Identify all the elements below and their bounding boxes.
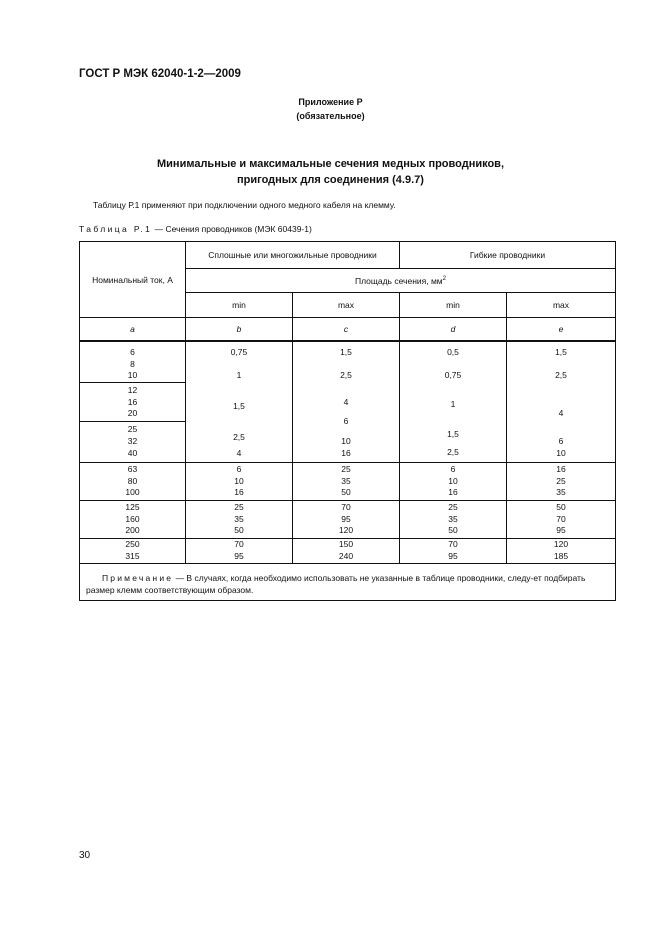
current-groups-1-3 — [80, 341, 186, 463]
solid-max-cell — [293, 539, 400, 564]
appendix-heading — [0, 95, 661, 123]
flex-min-value: 1,5 — [447, 429, 459, 439]
flex-max-value: 35 — [556, 487, 566, 498]
current-value: 80 — [127, 475, 138, 486]
flex-max-cell — [507, 501, 616, 539]
current-value: 63 — [127, 463, 138, 474]
header-flexible: Гибкие проводники — [400, 242, 616, 269]
current-value: 32 — [127, 436, 138, 446]
flex-min-value: 10 — [448, 475, 458, 486]
header-solid-max: max — [293, 293, 400, 318]
solid-min-value: 1 — [236, 370, 242, 380]
solid-min-groups-1-3 — [186, 341, 293, 463]
solid-min-value: 4 — [236, 448, 242, 458]
note-label: Примечание — [102, 573, 174, 583]
document-code: ГОСТ Р МЭК 62040-1-2—2009 — [79, 68, 241, 80]
header-area-superscript: 2 — [442, 275, 446, 282]
flex-min-value: 6 — [450, 463, 456, 474]
table-caption — [79, 224, 312, 234]
column-letter-b: b — [186, 318, 293, 342]
current-cell — [80, 539, 186, 564]
column-letter-a: a — [80, 318, 186, 342]
flex-min-value: 16 — [448, 487, 458, 498]
flex-max-value: 1,5 — [555, 347, 567, 357]
header-solid-min: min — [186, 293, 293, 318]
solid-max-value: 1,5 — [340, 347, 352, 357]
table-note — [80, 564, 616, 601]
header-flex-max: max — [507, 293, 616, 318]
solid-min-value: 6 — [236, 463, 242, 474]
solid-min-value: 25 — [234, 501, 244, 512]
solid-max-cell — [293, 463, 400, 501]
solid-min-value: 2,5 — [233, 432, 245, 442]
table-row — [80, 539, 616, 564]
solid-max-value: 35 — [341, 475, 351, 486]
solid-max-value: 10 — [341, 436, 351, 446]
solid-max-value: 4 — [343, 397, 349, 407]
solid-max-value: 16 — [341, 448, 351, 458]
flex-min-cell — [400, 501, 507, 539]
flex-min-cell — [400, 539, 507, 564]
flex-max-value: 120 — [553, 539, 569, 550]
flex-min-groups-1-3 — [400, 341, 507, 463]
solid-max-value: 95 — [341, 513, 351, 524]
flex-max-value: 6 — [558, 436, 564, 446]
current-cell — [80, 501, 186, 539]
header-area — [186, 269, 616, 293]
solid-max-value: 240 — [338, 551, 354, 561]
flex-min-cell — [400, 463, 507, 501]
current-value: 250 — [125, 539, 140, 550]
solid-max-value: 70 — [341, 501, 351, 512]
solid-max-groups-1-3 — [293, 341, 400, 463]
solid-max-cell — [293, 501, 400, 539]
appendix-title-line-1: Минимальные и максимальные сечения медных проводников, — [157, 158, 504, 170]
table-caption-text: — Сечения проводников (МЭК 60439-1) — [152, 224, 312, 234]
flex-min-value: 70 — [448, 539, 458, 550]
solid-min-value: 95 — [234, 551, 244, 561]
current-value: 200 — [125, 525, 140, 536]
solid-max-value: 2,5 — [340, 370, 352, 380]
page-number: 30 — [79, 850, 91, 861]
conductor-table — [79, 241, 616, 601]
flex-min-value: 95 — [448, 551, 458, 561]
solid-max-value: 6 — [343, 416, 349, 426]
solid-min-value: 0,75 — [230, 347, 248, 357]
header-area-label: Площадь сечения, мм — [354, 275, 443, 286]
solid-min-value: 10 — [234, 475, 244, 486]
flex-min-value: 1 — [450, 399, 456, 409]
flex-max-groups-1-3 — [507, 341, 616, 463]
flex-max-cell — [507, 539, 616, 564]
header-current: Номинальный ток, А — [80, 242, 186, 318]
table-caption-label: Таблица Р.1 — [79, 224, 153, 234]
solid-min-value: 50 — [234, 525, 244, 536]
solid-min-cell — [186, 539, 293, 564]
current-value: 125 — [125, 501, 140, 512]
current-value: 40 — [127, 448, 138, 458]
solid-min-value: 16 — [234, 487, 244, 498]
flex-max-value: 4 — [558, 408, 564, 418]
table-row — [80, 463, 616, 501]
solid-max-value: 150 — [338, 539, 354, 550]
flex-max-cell — [507, 463, 616, 501]
current-value: 8 — [130, 359, 135, 369]
solid-min-cell — [186, 463, 293, 501]
flex-min-value: 0,75 — [444, 370, 462, 380]
solid-min-cell — [186, 501, 293, 539]
solid-max-value: 50 — [341, 487, 351, 498]
current-value: 6 — [130, 347, 135, 357]
solid-min-value: 1,5 — [233, 401, 245, 411]
flex-min-value: 0,5 — [447, 347, 459, 357]
current-value: 16 — [127, 397, 138, 407]
flex-min-value: 2,5 — [447, 447, 459, 457]
note-text: — В случаях, когда необходимо использовать не указанные в таблице проводники, следу-ет подбирать размер клемм соответствующим образом. — [86, 573, 586, 595]
current-value: 20 — [127, 408, 138, 418]
flex-max-value: 25 — [556, 475, 566, 486]
current-value: 10 — [127, 370, 138, 380]
current-cell — [80, 463, 186, 501]
header-solid: Сплошные или многожильные проводники — [186, 242, 400, 269]
flex-min-value: 35 — [448, 513, 458, 524]
header-flex-min: min — [400, 293, 507, 318]
flex-max-value: 10 — [556, 448, 566, 458]
solid-max-value: 120 — [338, 525, 354, 536]
appendix-status: (обязательное) — [296, 111, 365, 121]
flex-max-value: 70 — [556, 513, 566, 524]
column-letter-c: c — [293, 318, 400, 342]
flex-max-value: 16 — [556, 463, 566, 474]
flex-max-value: 185 — [553, 551, 569, 561]
column-letter-d: d — [400, 318, 507, 342]
current-value: 100 — [125, 487, 140, 498]
appendix-title-line-2: пригодных для соединения (4.9.7) — [237, 174, 424, 186]
solid-min-value: 70 — [234, 539, 244, 550]
flex-min-value: 50 — [448, 525, 458, 536]
flex-max-value: 50 — [556, 501, 566, 512]
solid-max-value: 25 — [341, 463, 351, 474]
appendix-label: Приложение Р — [298, 97, 363, 107]
current-value: 25 — [127, 424, 138, 434]
table-row — [80, 501, 616, 539]
column-letter-e: e — [507, 318, 616, 342]
appendix-title — [0, 156, 661, 188]
flex-max-value: 2,5 — [555, 370, 567, 380]
current-value: 12 — [127, 385, 138, 395]
solid-min-value: 35 — [234, 513, 244, 524]
current-value: 160 — [125, 513, 140, 524]
flex-max-value: 95 — [556, 525, 566, 536]
intro-paragraph: Таблицу Р.1 применяют при подключении одного медного кабеля на клемму. — [93, 200, 396, 210]
flex-min-value: 25 — [448, 501, 458, 512]
current-value: 315 — [125, 551, 140, 561]
